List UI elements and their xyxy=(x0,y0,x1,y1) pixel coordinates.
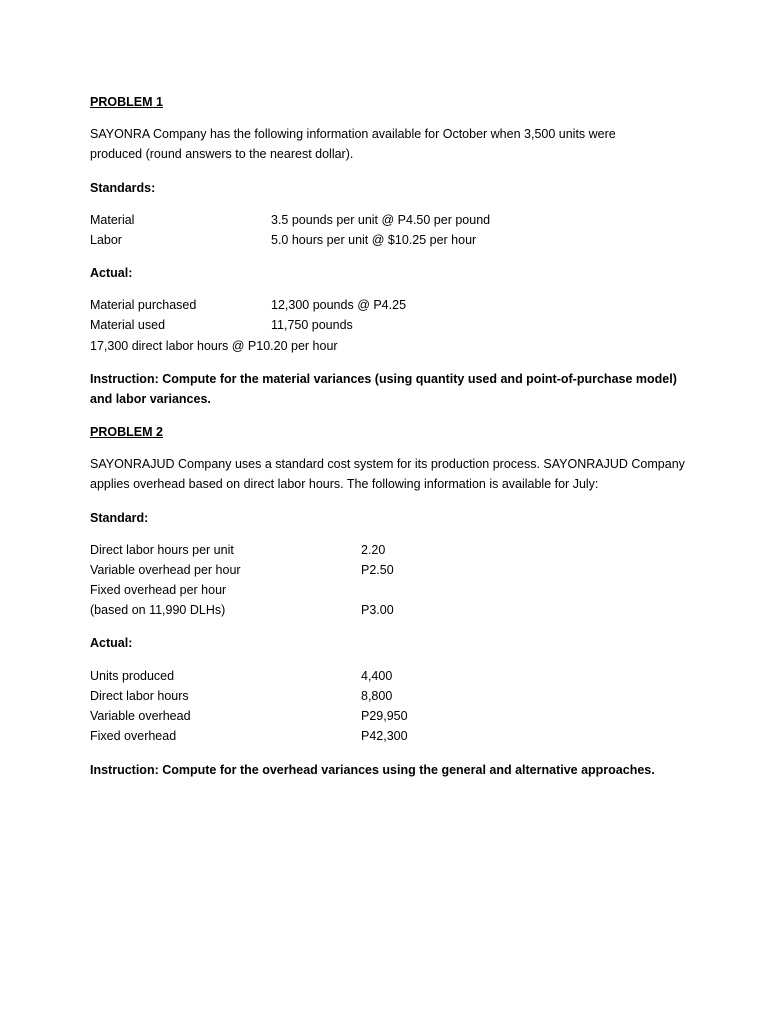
standard-value-dlh-per-unit: 2.20 xyxy=(361,543,386,557)
standard-label-labor: Labor xyxy=(90,233,122,247)
actual-value-material-used: 11,750 pounds xyxy=(271,318,353,332)
problem-1-intro-line-2: produced (round answers to the nearest dollar). xyxy=(90,147,354,161)
actual-value-direct-labor-hours: 8,800 xyxy=(361,689,393,703)
standard-label-fixed-overhead: Fixed overhead per hour xyxy=(90,583,227,597)
standard-value-labor: 5.0 hours per unit @ $10.25 per hour xyxy=(271,233,477,247)
standard-heading: Standard: xyxy=(90,511,149,525)
actual-value-variable-overhead: P29,950 xyxy=(361,709,408,723)
standard-value-variable-overhead: P2.50 xyxy=(361,563,394,577)
problem-2-intro-line-1: SAYONRAJUD Company uses a standard cost system for its production process. SAYONRAJUD Company xyxy=(90,457,685,471)
problem-1-heading: PROBLEM 1 xyxy=(90,95,163,109)
standard-label-based-on-dlhs: (based on 11,990 DLHs) xyxy=(90,603,226,617)
standard-label-material: Material xyxy=(90,213,135,227)
actual-label-units-produced: Units produced xyxy=(90,669,175,683)
standard-value-based-on-dlhs: P3.00 xyxy=(361,603,394,617)
problem-1-instruction-line-1: Instruction: Compute for the material variances (using quantity used and point-of-purchase model) xyxy=(90,372,677,386)
standard-label-dlh-per-unit: Direct labor hours per unit xyxy=(90,543,234,557)
actual-value-material-purchased: 12,300 pounds @ P4.25 xyxy=(271,298,407,312)
actual-value-fixed-overhead: P42,300 xyxy=(361,729,408,743)
problem-2-instruction: Instruction: Compute for the overhead variances using the general and alternative approaches. xyxy=(90,763,655,777)
problem-1-intro-line-1: SAYONRA Company has the following information available for October when 3,500 units were xyxy=(90,127,616,141)
actual-value-units-produced: 4,400 xyxy=(361,669,393,683)
actual-label-fixed-overhead: Fixed overhead xyxy=(90,729,177,743)
actual-label-variable-overhead: Variable overhead xyxy=(90,709,191,723)
standard-value-material: 3.5 pounds per unit @ P4.50 per pound xyxy=(271,213,491,227)
actual-label-direct-labor-hours: Direct labor hours xyxy=(90,689,189,703)
actual-heading-2: Actual: xyxy=(90,636,133,650)
standard-label-variable-overhead: Variable overhead per hour xyxy=(90,563,241,577)
actual-labor-hours-line: 17,300 direct labor hours @ P10.20 per hour xyxy=(90,339,338,353)
problem-2-intro-line-2: applies overhead based on direct labor hours. The following information is available for July: xyxy=(90,477,599,491)
problem-2-heading: PROBLEM 2 xyxy=(90,425,163,439)
actual-label-material-used: Material used xyxy=(90,318,166,332)
standards-heading: Standards: xyxy=(90,181,156,195)
problem-1-instruction-line-2: and labor variances. xyxy=(90,392,211,406)
actual-heading-1: Actual: xyxy=(90,266,133,280)
actual-label-material-purchased: Material purchased xyxy=(90,298,197,312)
